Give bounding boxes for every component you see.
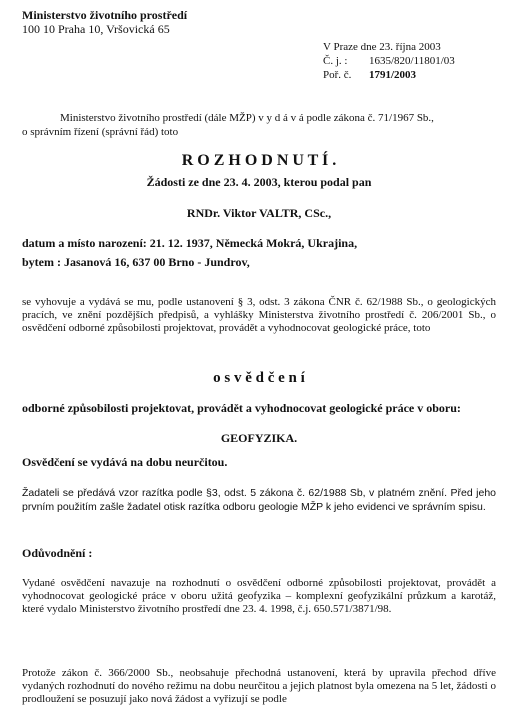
validity-statement: Osvědčení se vydává na dobu neurčitou. bbox=[22, 455, 228, 469]
porc-value: 1791/2003 bbox=[369, 69, 417, 81]
date-line: V Praze dne 23. října 2003 bbox=[323, 41, 441, 53]
certificate-title: o s v ě d č e n í bbox=[213, 370, 305, 386]
stamp-paragraph: Žadateli se předává vzor razítka podle §3, odst. 5 zákona č. 62/1988 Sb, v platném znění. Před jeho prvním použitím zašle žadatel otisk razítka odboru geologie MŽP k jeho evidenci ve správním spisu. bbox=[22, 487, 496, 513]
applicant-name: RNDr. Viktor VALTR, CSc., bbox=[186, 206, 332, 220]
applicant-residence: bytem : Jasanová 16, 637 00 Brno - Jundrov, bbox=[22, 255, 250, 269]
intro-line-1: Ministerstvo životního prostředí (dále MŽP) v y d á v á podle zákona č. 71/1967 Sb., bbox=[60, 112, 434, 124]
reasoning-heading: Odůvodnění : bbox=[22, 546, 93, 560]
cj-label: Č. j. : bbox=[323, 55, 348, 67]
intro-line-2: o správním řízení (správní řád) toto bbox=[22, 126, 179, 138]
field-name: GEOFYZIKA. bbox=[220, 431, 298, 445]
reasoning-paragraph-2: Protože zákon č. 366/2000 Sb., neobsahuje přechodná ustanovení, která by upravila přechod dříve vydaných rozhodnutí do nového režimu na dobu neurčitou a jejich platnost byla omezena na 5 let, žádosti o prodloužení se posuzují jako nová žádost a vyřizují se podle bbox=[22, 667, 496, 705]
ministry-name: Ministerstvo životního prostředí bbox=[22, 8, 188, 22]
reasoning-paragraph-1: Vydané osvědčení navazuje na rozhodnutí o osvědčení odborné způsobilosti projektovat, provádět a vyhodnocovat geologické práce v oboru užitá geofyzika – komplexní geofyzikální průzkum a karotáž, které vydalo Ministerstvo životního prostředí dne 23. 4. 1998, č.j. 650.571/3871/98. bbox=[22, 577, 496, 615]
order-number-row bbox=[323, 69, 416, 82]
grant-paragraph: se vyhovuje a vydává se mu, podle ustanovení § 3, odst. 3 zákona ČNR č. 62/1988 Sb., o geologických pracích, ve znění pozdějších předpisů, a vyhlášky Ministerstva životního prostředí č. 206/2001 Sb., o osvědčení odborné způsobilosti projektovat, provádět a vyhodnocovat geologické práce, toto bbox=[22, 296, 496, 334]
decision-title: R O Z H O D N U T Í . bbox=[181, 152, 337, 169]
applicant-birth: datum a místo narození: 21. 12. 1937, Německá Mokrá, Ukrajina, bbox=[22, 236, 358, 250]
reference-number-row bbox=[323, 55, 455, 68]
certificate-subtitle: odborné způsobilosti projektovat, provádět a vyhodnocovat geologické práce v oboru: bbox=[22, 401, 461, 415]
request-line: Žádosti ze dne 23. 4. 2003, kterou podal pan bbox=[146, 175, 372, 189]
ministry-address: 100 10 Praha 10, Vršovická 65 bbox=[22, 22, 170, 36]
cj-value: 1635/820/11801/03 bbox=[369, 55, 455, 67]
porc-label: Poř. č. bbox=[323, 69, 352, 81]
